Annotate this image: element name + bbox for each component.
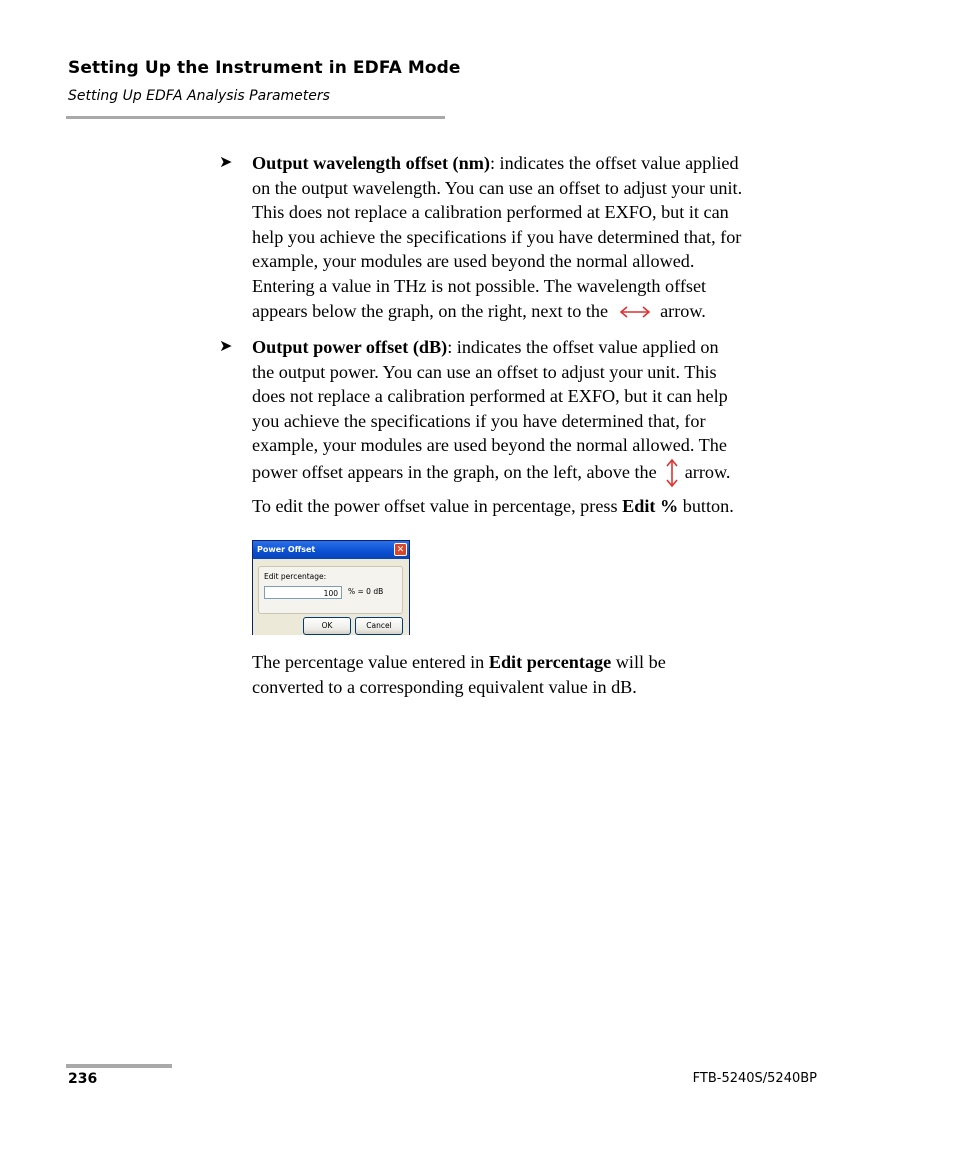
bullet2-line-4: example, your modules are used beyond the normal allowed. The	[252, 435, 727, 456]
edit-note-bold: Edit %	[622, 496, 679, 516]
edit-percentage-label: Edit percentage:	[264, 572, 327, 581]
page-number: 236	[68, 1071, 98, 1087]
bullet-wavelength-offset	[252, 151, 832, 323]
horizontal-double-arrow-icon	[618, 305, 652, 319]
bullet1-line-1: on the output wavelength. You can use an offset to adjust your unit.	[252, 177, 743, 198]
bullet1-line-0: : indicates the offset value applied	[489, 153, 739, 173]
bullet-power-offset	[252, 335, 832, 488]
conversion-line-2: converted to a corresponding equivalent value in dB.	[252, 676, 637, 697]
bullet1-line-3: help you achieve the specifications if you have determined that, for	[252, 226, 742, 247]
edit-note-before: To edit the power offset value in percentage, press	[252, 496, 623, 516]
dialog-group-box	[258, 566, 403, 614]
term-power-offset: Output power offset (dB)	[252, 337, 448, 357]
bullet2-line-0: : indicates the offset value applied on	[447, 337, 719, 357]
bullet1-line-5: Entering a value in THz is not possible. The wavelength offset	[252, 275, 707, 296]
edit-note-after: button.	[678, 496, 734, 516]
bullet-marker-1: ➤	[219, 154, 233, 171]
bullet-marker-2: ➤	[219, 338, 233, 355]
product-model: FTB-5240S/5240BP	[692, 1071, 817, 1086]
conversion-before: The percentage value entered in	[252, 652, 489, 672]
conversion-after: will be	[611, 652, 666, 672]
bullet2-last-before: power offset appears in the graph, on the left, above the	[252, 461, 657, 482]
bullet2-line-3: you achieve the specifications if you have determined that, for	[252, 410, 706, 431]
close-icon[interactable]: ✕	[394, 543, 407, 556]
edit-percentage-input[interactable]: 100	[264, 586, 342, 599]
dialog-title: Power Offset	[257, 545, 316, 554]
conversion-bold: Edit percentage	[488, 652, 612, 672]
conversion-note	[252, 650, 832, 699]
bullet1-last-before: appears below the graph, on the right, next to the	[252, 300, 609, 321]
edit-percent-note	[252, 494, 832, 519]
chapter-title: Setting Up the Instrument in EDFA Mode	[68, 58, 461, 78]
bullet1-line-2: This does not replace a calibration performed at EXFO, but it can	[252, 202, 729, 223]
vertical-double-arrow-icon	[665, 458, 679, 488]
power-offset-dialog	[252, 540, 410, 635]
db-equivalent-readout: % = 0 dB	[348, 587, 384, 596]
footer-rule	[66, 1064, 172, 1068]
section-title: Setting Up EDFA Analysis Parameters	[68, 88, 330, 104]
header-rule	[66, 116, 445, 119]
bullet1-last-after: arrow.	[660, 300, 706, 321]
bullet2-line-2: does not replace a calibration performed at EXFO, but it can help	[252, 386, 728, 407]
dialog-titlebar	[253, 541, 409, 559]
ok-button[interactable]: OK	[303, 617, 351, 635]
bullet2-line-1: the output power. You can use an offset to adjust your unit. This	[252, 361, 717, 382]
term-wavelength-offset: Output wavelength offset (nm)	[252, 153, 490, 173]
bullet1-line-4: example, your modules are used beyond the normal allowed.	[252, 251, 695, 272]
bullet2-last-after: arrow.	[684, 461, 731, 482]
cancel-button[interactable]: Cancel	[355, 617, 403, 635]
